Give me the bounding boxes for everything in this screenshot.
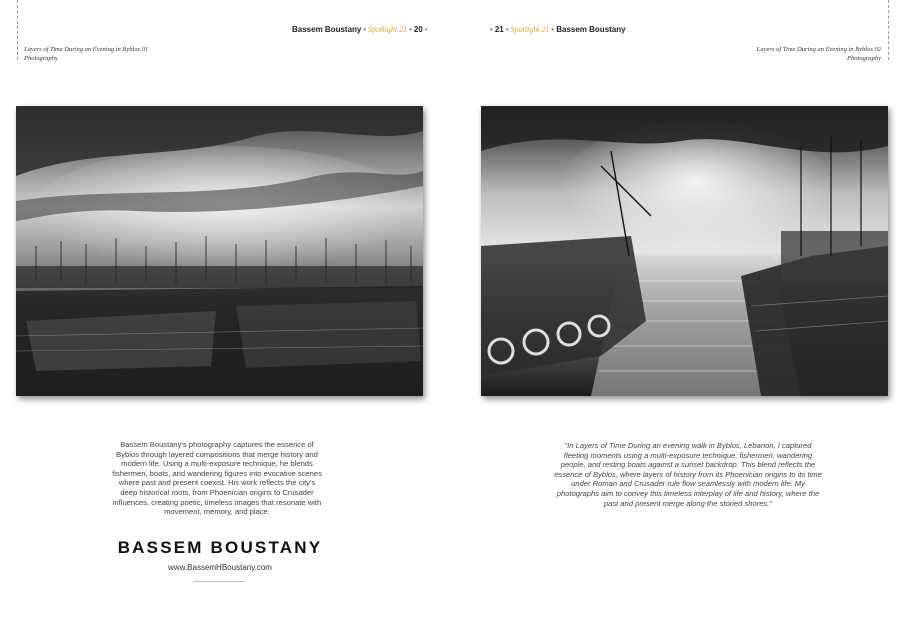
section-title-left bbox=[24, 45, 148, 63]
photo-byblos-harbor-2 bbox=[481, 106, 888, 396]
section-category: Photography bbox=[24, 55, 58, 62]
crop-mark-right bbox=[888, 0, 889, 60]
right-page bbox=[453, 0, 906, 622]
section-title-right bbox=[743, 45, 881, 63]
photo-byblos-harbor-1 bbox=[16, 106, 423, 396]
divider-rule bbox=[194, 581, 244, 582]
running-head-left: Bassem Boustany • Spotlight 21 • 20 • bbox=[292, 25, 428, 34]
running-head-right: • 21 • Spotlight 21 • Bassem Boustany bbox=[490, 25, 626, 34]
artist-name: BASSEM BOUSTANY bbox=[117, 538, 323, 557]
section-title-line: Layers of Time During an Evening in Byblos 02 bbox=[756, 46, 881, 53]
running-head-name: Bassem Boustany bbox=[556, 25, 626, 34]
artist-quote: "In Layers of Time During an evening walk in Byblos, Lebanon, I captured fleeting moments using a multi-exposure technique, fishermen, wandering people, and resting boats against a sunset backdrop. This blend reflects the essence of Byblos, where layers of history from its Phoenician origins to its time under Roman and Crusader rule flow seamlessly with modern life. My photographs aim to convey this timeless interplay of life and history, where the past and present merge along the storied shores." bbox=[554, 441, 822, 508]
section-title-line: Layers of Time During an Evening in Byblos 01 bbox=[24, 46, 149, 53]
page-number-right: 21 bbox=[494, 25, 504, 34]
section-category: Photography bbox=[847, 55, 881, 62]
running-head-magazine: Spotlight 21 bbox=[368, 25, 408, 34]
photo-image bbox=[16, 106, 423, 396]
running-head-name: Bassem Boustany bbox=[292, 25, 362, 34]
crop-mark-left bbox=[17, 0, 18, 60]
running-head-magazine: Spotlight 21 bbox=[510, 25, 550, 34]
photo-image bbox=[481, 106, 888, 396]
website-link[interactable]: www.BassemHBoustany.com bbox=[168, 563, 272, 572]
artist-bio: Bassem Boustany's photography captures the essence of Byblos through layered compositions that merge history and modern life. Using a multi-exposure technique, he blends fishermen, boats, and wandering figures into evocative scenes where past and present coexist. His work reflects the city's deep historical roots, from Phoenician origins to Crusader influences, creating poetic, timeless images that resonate with movement, memory, and place. bbox=[112, 440, 322, 517]
page-number-left: 20 bbox=[413, 25, 423, 34]
